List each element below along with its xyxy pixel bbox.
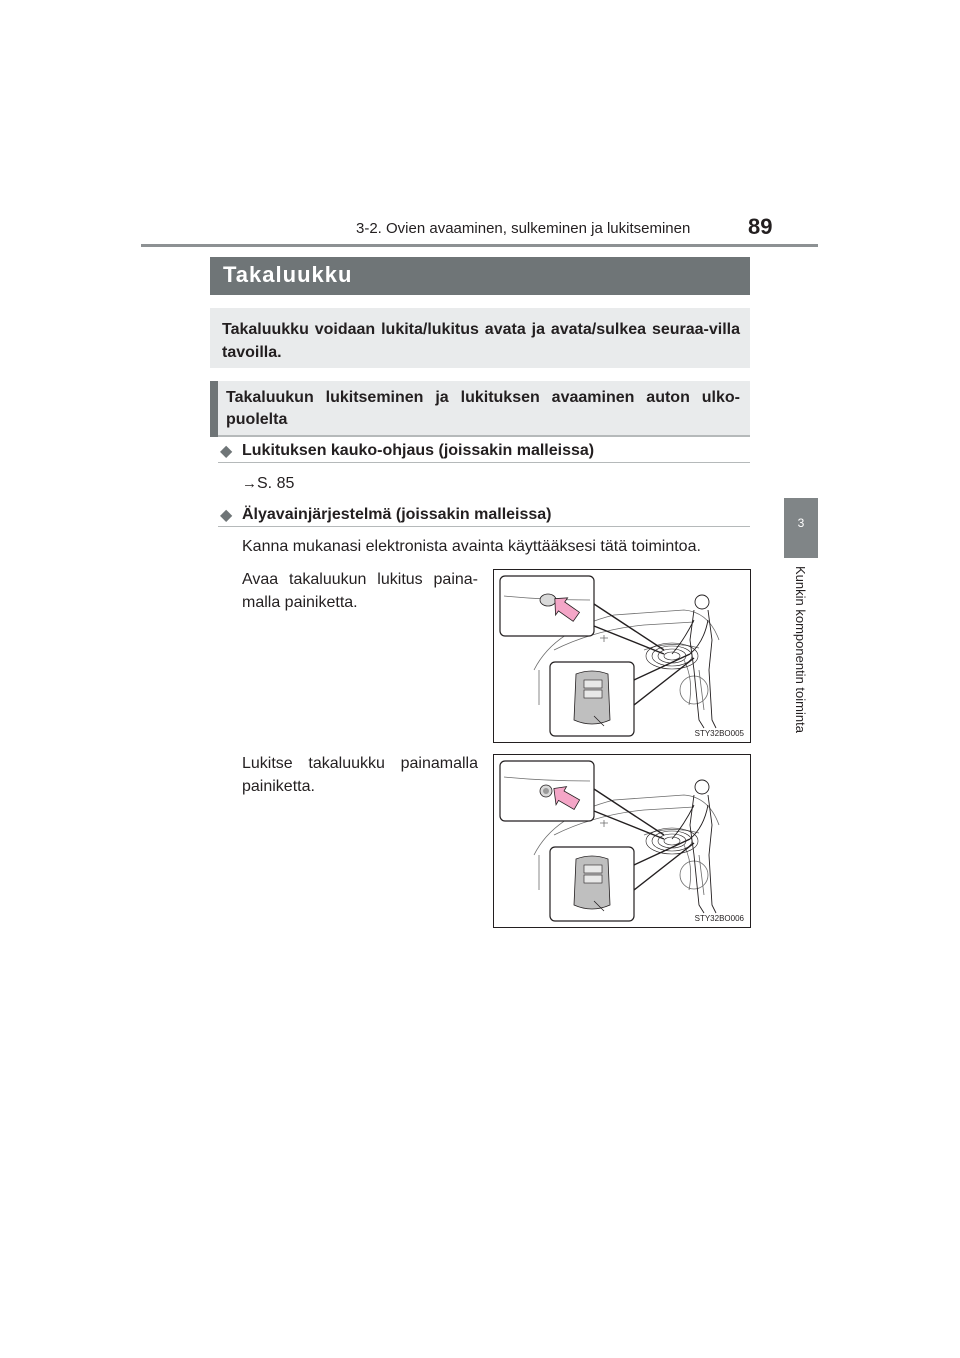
chapter-title: Kunkin komponentin toiminta xyxy=(793,566,808,733)
intro-text: Takaluukku voidaan lukita/lukitus avata ja avata/sulkea seuraa-villa tavoilla. xyxy=(222,321,740,361)
item-heading-remote xyxy=(218,440,750,463)
figure-code: STY32BO005 xyxy=(694,729,744,738)
page-number: 89 xyxy=(748,214,773,239)
illustration-lock xyxy=(493,754,751,928)
chapter-tab xyxy=(784,498,818,558)
section-title: 3-2. Ovien avaaminen, sulkeminen ja lukitseminen xyxy=(356,220,691,237)
arrow-right-icon: → xyxy=(242,475,257,492)
page-title-bar xyxy=(210,257,750,295)
subheading-text: Takaluukun lukitseminen ja lukituksen avaaminen auton ulko-puolelta xyxy=(226,389,740,428)
item-description: Kanna mukanasi elektronista avainta käyttääksesi tätä toimintoa. xyxy=(242,538,701,555)
subheading-accent-bar xyxy=(210,381,218,437)
step-text-lock: Lukitse takaluukku painamalla painiketta. xyxy=(242,755,478,795)
diamond-bullet-icon: ◆ xyxy=(220,507,233,524)
chapter-number: 3 xyxy=(797,516,805,530)
step-text-unlock: Avaa takaluukun lukitus paina-malla painiketta. xyxy=(242,571,478,611)
header-rule xyxy=(141,244,818,247)
page-title: Takaluukku xyxy=(223,262,353,287)
item-title: Lukituksen kauko-ohjaus (joissakin malleissa) xyxy=(242,442,595,459)
intro-box xyxy=(210,308,750,368)
item-heading-smart-key xyxy=(218,504,750,527)
figure-code: STY32BO006 xyxy=(694,914,744,923)
illustration-unlock xyxy=(493,569,751,743)
subheading-box xyxy=(210,381,750,437)
car-rear-illustration xyxy=(494,570,750,742)
diamond-bullet-icon: ◆ xyxy=(220,443,233,460)
page-reference[interactable] xyxy=(242,475,294,493)
item-title: Älyavainjärjestelmä (joissakin malleissa) xyxy=(242,506,552,523)
page-reference-text: S. 85 xyxy=(257,475,295,492)
car-rear-illustration xyxy=(494,755,750,927)
